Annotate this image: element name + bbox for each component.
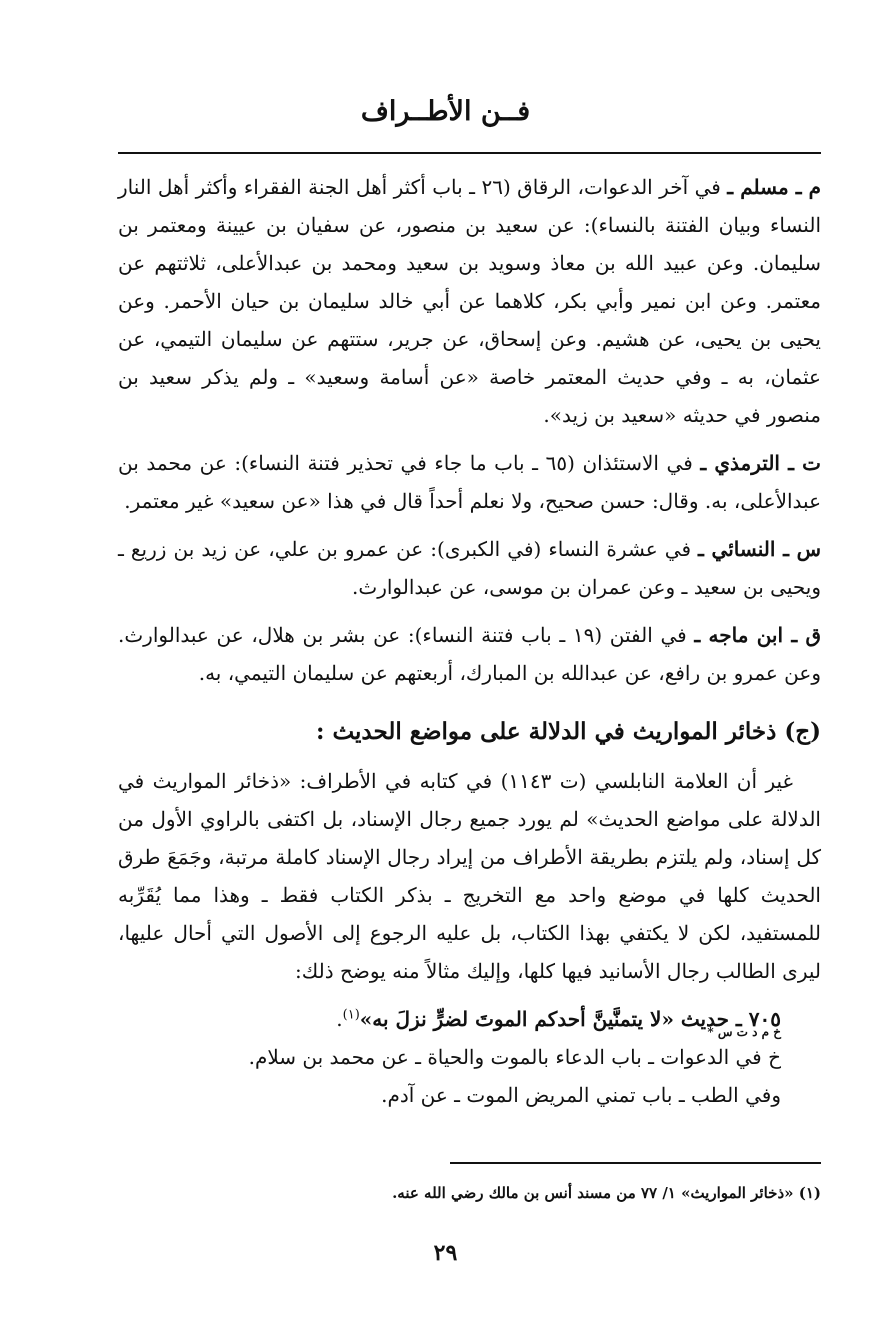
- hadith-text: ٧٠٥ ـ حديث «لا يتمنَّينَّ أحدكم الموتَ لضرٍّ نزلَ به»: [359, 1007, 781, 1031]
- section-paragraph: غير أن العلامة النابلسي (ت ١١٤٣) في كتابه في الأطراف: «ذخائر المواريث في الدلالة على مواضع الحديث» لم يورد جميع رجال الإسناد، بل اكتفى بالراوي الأول من كل إسناد، ولم يلتزم بطريقة الأطراف من إيراد رجال الإسناد كاملة مرتبة، وجَمَعَ طرق الحديث كلها في موضع واحد مع التخريج ـ بذكر الكتاب فقط ـ وهذا مما يُقَرِّبه للمستفيد، لكن لا يكتفي بهذا الكتاب، بل عليه الرجوع إلى الأصول التي أحال عليها، ليرى الطالب رجال الأسانيد فيها كلها، وإليك مثالاً منه يوضح ذلك:: [118, 769, 821, 983]
- entry-text-tirmidhi: في الاستئذان (٦٥ ـ باب ما جاء في تحذير فتنة النساء): عن محمد بن عبدالأعلى، به. وقال: حسن صحيح، ولا نعلم أحداً قال في هذا «عن سعيد» غير معتمر.: [118, 451, 821, 513]
- example-line-1: خ في الدعوات ـ باب الدعاء بالموت والحياة ـ عن محمد بن سلام.: [248, 1045, 781, 1069]
- entry-label-tirmidhi: ت ـ الترمذي ـ: [700, 451, 822, 475]
- entry-tirmidhi: [118, 444, 821, 520]
- footnote-marker: (١): [342, 1007, 360, 1023]
- page-number: ٢٩: [433, 1240, 458, 1266]
- hadith-period: .: [336, 1007, 343, 1031]
- section-heading: (ج) ذخائر المواريث في الدلالة على مواضع الحديث :: [315, 718, 821, 745]
- example-line-2: وفي الطب ـ باب تمني المريض الموت ـ عن آدم.: [381, 1083, 781, 1107]
- entry-muslim: [118, 168, 821, 434]
- entry-text-ibnmajah: في الفتن (١٩ ـ باب فتنة النساء): عن بشر بن هلال، عن عبدالوارث. وعن عمرو بن رافع، عن عبدالله بن المبارك، أربعتهم عن سليمان التيمي، به.: [118, 623, 821, 685]
- entry-text-muslim: في آخر الدعوات، الرقاق (٢٦ ـ باب أكثر أهل الجنة الفقراء وأكثر أهل النار النساء وبيان الفتنة بالنساء): عن سعيد بن منصور، عن سفيان بن عيينة ومعتمر بن سليمان. وعن عبيد الله بن معاذ وسويد بن سعيد ومحمد بن عبدالأعلى، ثلاثتهم عن معتمر. وعن ابن نمير وأبي بكر، كلاهما عن أبي خالد سليمان بن حيان الأحمر. وعن يحيى بن يحيى، عن هشيم. وعن إسحاق، عن جرير، ستتهم عن سليمان التيمي، عن عثمان، به ـ وفي حديث المعتمر خاصة «عن أسامة وسعيد» ـ ولم يذكر سعيد بن منصور في حديثه «سعيد بن زيد».: [118, 175, 821, 427]
- running-title: فــن الأطــراف: [360, 96, 531, 127]
- entry-text-nasai: في عشرة النساء (في الكبرى): عن عمرو بن علي، عن زيد بن زريع ـ ويحيى بن سعيد ـ وعن عمران بن موسى، عن عبدالوارث.: [118, 537, 821, 599]
- footnote-rule: [450, 1162, 821, 1164]
- main-content: [118, 168, 821, 1114]
- entry-label-nasai: س ـ النسائي ـ: [698, 537, 821, 561]
- entry-label-muslim: م ـ مسلم ـ: [727, 175, 822, 199]
- header-rule: [118, 152, 821, 154]
- entry-ibnmajah: [118, 616, 821, 692]
- footnote: (١) «ذخائر المواريث» ١/ ٧٧ من مسند أنس بن مالك رضي الله عنه.: [392, 1184, 821, 1202]
- entry-label-ibnmajah: ق ـ ابن ماجه ـ: [694, 623, 821, 647]
- entry-nasai: [118, 530, 821, 606]
- source-symbols: خ م د ت س *: [707, 1025, 781, 1039]
